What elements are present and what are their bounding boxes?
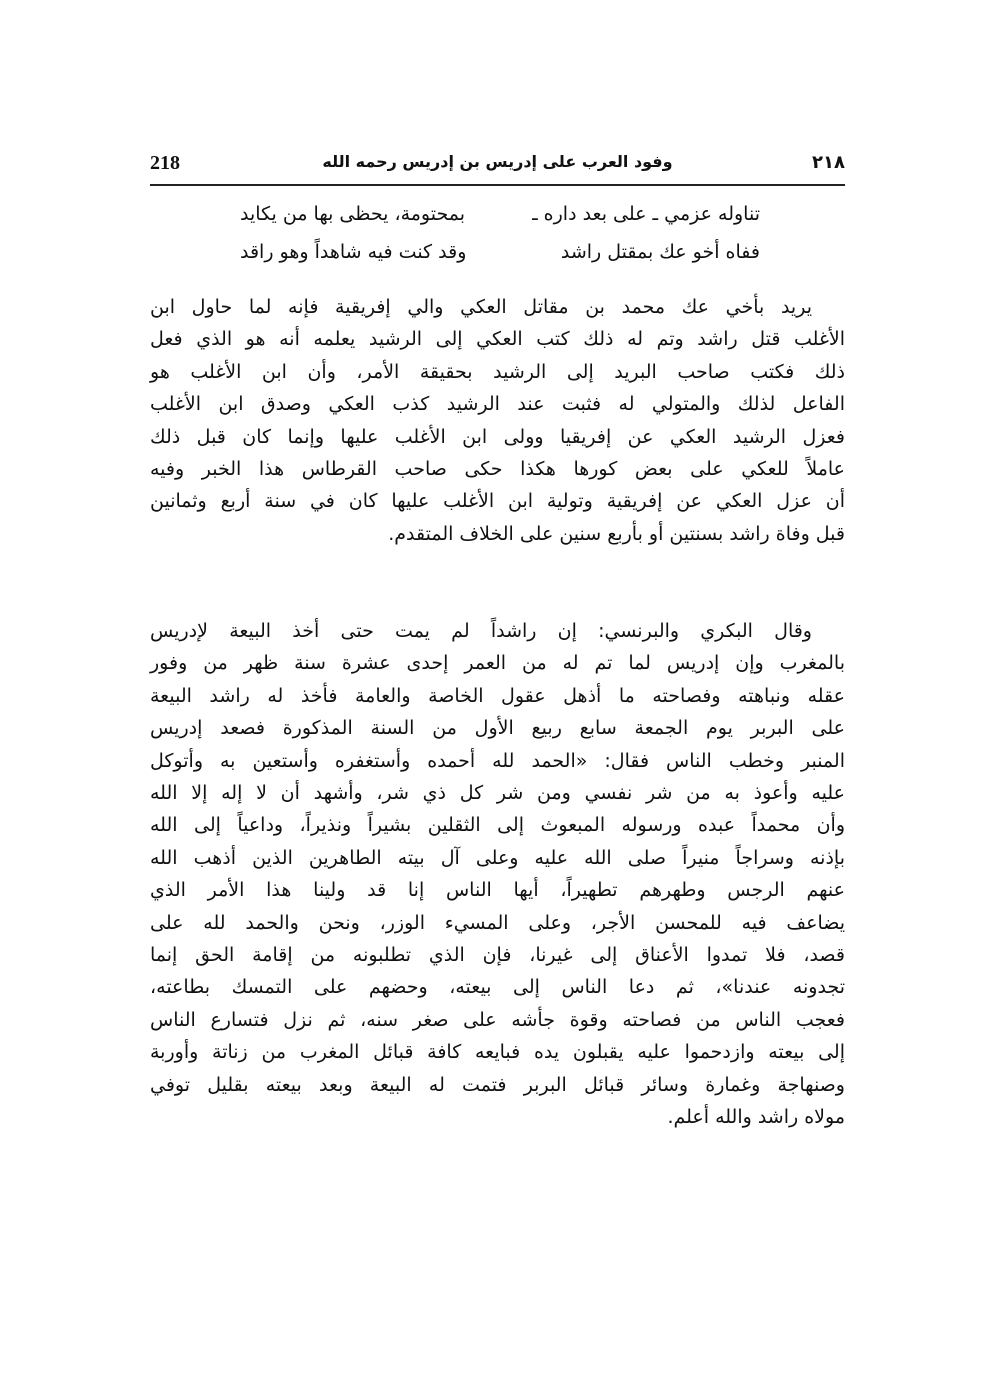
text-line: أن عزل العكي عن إفريقية وتولية ابن الأغلب عليها كان في سنة أربع وثمانين: [150, 490, 845, 513]
text-line: عقله ونباهته وفصاحته ما أذهل عقول الخاصة والعامة فأخذ له راشد البيعة: [150, 684, 845, 707]
running-title: وفود العرب على إدريس بن إدريس رحمه الله: [322, 152, 673, 171]
text-line: مولاه راشد والله أعلم.: [667, 1106, 845, 1128]
verse-first-hemistich: ففاه أخو عك بمقتل راشد: [560, 241, 760, 263]
verse-first-hemistich: تناوله عزمي ـ على بعد داره ـ: [532, 203, 760, 225]
page-number-latin: 218: [150, 152, 180, 174]
verse-line: [150, 203, 845, 235]
text-line: إلى بيعته وازدحموا عليه يقبلون يده فبايعه كافة قبائل المغرب من زناتة وأوربة: [150, 1041, 845, 1064]
verse-second-hemistich: بمحتومة، يحظى بها من يكايد: [240, 203, 466, 225]
text-line: فعجب الناس من فصاحته وقوة جأشه على صغر سنه، ثم نزل فتسارع الناس: [150, 1008, 845, 1031]
text-line: يضاعف فيه للمحسن الأجر، وعلى المسيء الوزر، ونحن والحمد لله على: [150, 911, 845, 934]
text-line: على البربر يوم الجمعة سابع ربيع الأول من السنة المذكورة فصعد إدريس: [150, 717, 845, 740]
text-line: وأن محمداً عبده ورسوله المبعوث إلى الثقلين بشيراً ونذيراً، وداعياً إلى الله: [150, 814, 845, 837]
text-line: عليه وأعوذ به من شر نفسي ومن شر كل ذي شر، وأشهد أن لا إله إلا الله: [150, 782, 845, 804]
text-line: عنهم الرجس وطهرهم تطهيراً، أيها الناس إنا قد ولينا هذا الأمر الذي: [150, 879, 845, 902]
running-header: [150, 152, 845, 182]
text-line: تجدونه عندنا»، ثم دعا الناس إلى بيعته، وحضهم على التمسك بطاعته،: [150, 976, 845, 999]
page-number-arabic: ٢١٨: [812, 152, 845, 173]
text-line: الفاعل لذلك والمتولي له فثبت عند الرشيد كذب العكي وصدق ابن الأغلب: [150, 393, 845, 416]
text-line: وقال البكري والبرنسي: إن راشداً لم يمت حتى أخذ البيعة لإدريس: [150, 620, 812, 642]
text-line: قبل وفاة راشد بسنتين أو بأربع سنين على الخلاف المتقدم.: [388, 522, 845, 545]
header-rule: [150, 184, 845, 186]
text-line: المنبر وخطب الناس فقال: «الحمد لله أحمده وأستغفره وأستعين به وأتوكل: [150, 749, 845, 772]
text-line: يريد بأخي عك محمد بن مقاتل العكي والي إفريقية فإنه لما حاول ابن: [150, 296, 812, 318]
text-line: قصد، فلا تمدوا الأعناق إلى غيرنا، فإن الذي تطلبونه من إقامة الحق إنما: [150, 944, 845, 966]
text-line: وصنهاجة وغمارة وسائر قبائل البربر فتمت له البيعة وبعد بيعته بقليل توفي: [150, 1073, 845, 1096]
text-line: فعزل الرشيد العكي عن إفريقيا وولى ابن الأغلب عليها وإنما كان قبل ذلك: [150, 425, 845, 448]
text-line: بالمغرب وإن إدريس لما تم له من العمر إحدى عشرة سنة ظهر من وفور: [150, 652, 845, 675]
verse-second-hemistich: وقد كنت فيه شاهداً وهو راقد: [240, 241, 467, 263]
text-line: عاملاً للعكي على بعض كورها هكذا حكى صاحب القرطاس هذا الخبر وفيه: [150, 458, 845, 480]
text-line: الأغلب قتل راشد وتم له ذلك كتب العكي إلى الرشيد يعلمه أنه هو الذي فعل: [150, 328, 845, 351]
text-line: بإذنه وسراجاً منيراً صلى الله عليه وعلى آل بيته الطاهرين الذين أذهب الله: [150, 846, 845, 869]
verse-line: [150, 241, 845, 273]
text-line: ذلك فكتب صاحب البريد إلى الرشيد بحقيقة الأمر، وأن ابن الأغلب هو: [150, 360, 845, 383]
